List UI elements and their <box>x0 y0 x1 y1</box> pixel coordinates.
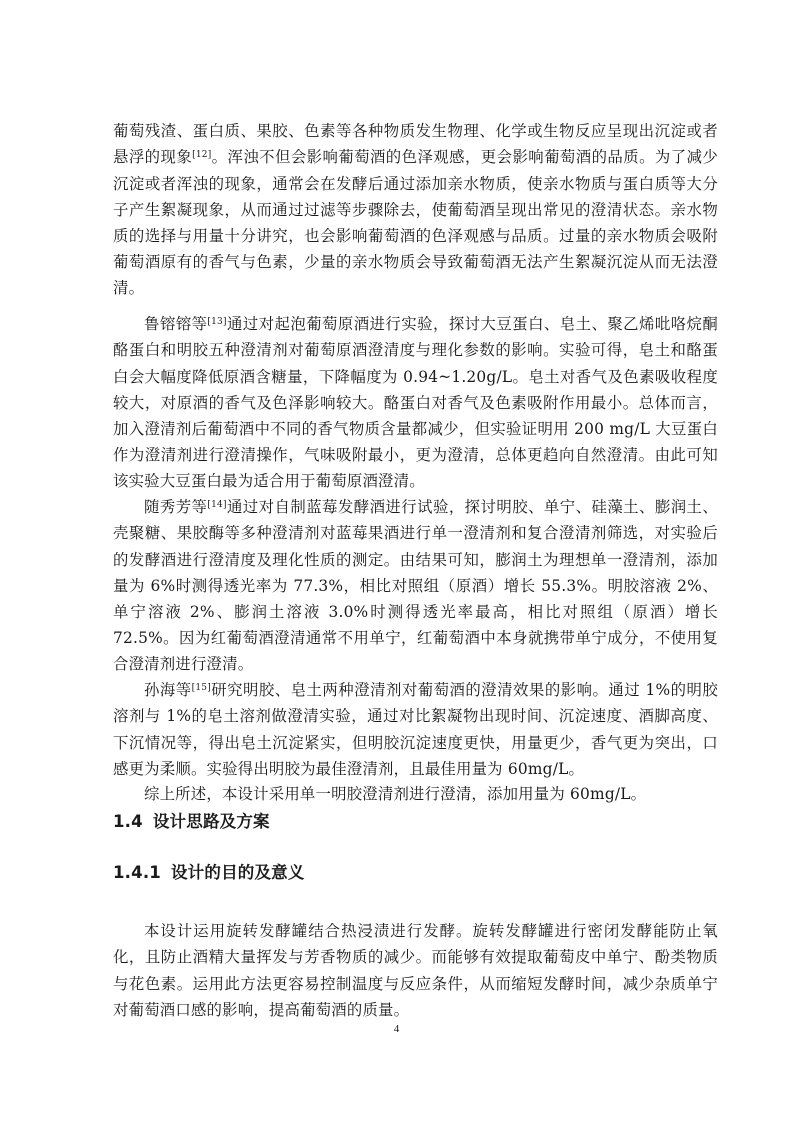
section-heading-1-4-1 <box>113 859 305 883</box>
paragraph-text: 。浑浊不但会影响葡萄酒的色泽观感，更会影响葡萄酒的品质。为了减少沉淀或者浑浊的现象，通常会在发酵后通过添加亲水物质，使亲水物质与蛋白质等大分子产生絮凝现象，从而通过过滤等步骤除去，使葡萄酒呈现出常见的澄清状态。亲水物质的选择与用量十分讲究，也会影响葡萄酒的色泽观感与品质。过量的亲水物质会吸附葡萄酒原有的香气与色素，少量的亲水物质会导致葡萄酒无法产生絮凝沉淀从而无法澄清。 <box>113 148 718 297</box>
section-title: 设计的目的及意义 <box>170 863 305 882</box>
section-title: 设计思路及方案 <box>152 812 270 831</box>
paragraph-design-purpose <box>113 918 718 1022</box>
paragraph-text: 研究明胶、皂土两种澄清剂对葡萄酒的澄清效果的影响。通过 1%的明胶溶剂与 1%的皂土溶剂做澄清实验，通过对比絮凝物出现时间、沉淀速度、酒脚高度、下沉情况等，得出皂土沉淀紧实，但明胶沉淀速度更快，用量更少，香气更为突出，口感更为柔顺。实验得出明胶为最佳澄清剂，且最佳用量为 60mg/L。 <box>113 681 718 778</box>
author-name: 随秀芳等 <box>144 498 208 517</box>
paragraph-sun-hai <box>113 677 718 781</box>
citation-13[interactable]: [13] <box>207 317 227 328</box>
paragraph-wine-turbidity <box>113 118 718 301</box>
paragraph-text: 通过对起泡葡萄原酒进行实验，探讨大豆蛋白、皂土、聚乙烯吡咯烷酮酪蛋白和明胶五种澄清剂对葡萄原酒澄清度与理化参数的影响。实验可得，皂土和酪蛋白会大幅度降低原酒含糖量，下降幅度为 0.94~1.20g/L。皂土对香气及色素吸收程度较大，对原酒的香气及色泽影响较大。酪蛋白对香气及色素吸附作用最小。总体而言，加入澄清剂后葡萄酒中不同的香气物质含量都减少，但实验证明用 200 mg/L 大豆蛋白作为澄清剂进行澄清操作，气味吸附最小，更为澄清，总体更趋向自然澄清。由此可知该实验大豆蛋白最为适合用于葡萄原酒澄清。 <box>113 315 718 490</box>
section-number: 1.4.1 <box>113 863 161 882</box>
section-number: 1.4 <box>113 812 143 831</box>
paragraph-lu-rongrong <box>113 311 718 494</box>
citation-14[interactable]: [14] <box>207 500 227 511</box>
paragraph-text: 本设计运用旋转发酵罐结合热浸渍进行发酵。旋转发酵罐进行密闭发酵能防止氧化，且防止酒精大量挥发与芳香物质的减少。而能够有效提取葡萄皮中单宁、酚类物质与花色素。运用此方法更容易控制温度与反应条件，从而缩短发酵时间，减少杂质单宁对葡萄酒口感的影响，提高葡萄酒的质量。 <box>113 922 718 1019</box>
citation-15[interactable]: [15] <box>191 683 211 694</box>
paragraph-text: 综上所述，本设计采用单一明胶澄清剂进行澄清，添加用量为 60mg/L。 <box>144 785 647 804</box>
page-number: 4 <box>393 1023 400 1035</box>
paragraph-text: 通过对自制蓝莓发酵酒进行试验，探讨明胶、单宁、硅藻土、膨润土、壳聚糖、果胶酶等多种澄清剂对蓝莓果酒进行单一澄清剂和复合澄清剂筛选，对实验后的发酵酒进行澄清度及理化性质的测定。由结果可知，膨润土为理想单一澄清剂，添加量为 6%时测得透光率为 77.3%，相比对照组（原酒）增长 55.3%。明胶溶液 2%、单宁溶液 2%、膨润土溶液 3.0%时测得透光率最高，相比对照组（原酒）增长 72.5%。因为红葡萄酒澄清通常不用单宁，红葡萄酒中本身就携带单宁成分，不使用复合澄清剂进行澄清。 <box>113 498 718 673</box>
section-heading-1-4 <box>113 808 270 832</box>
author-name: 鲁镕镕等 <box>144 315 208 334</box>
paragraph-sui-xiufang <box>113 494 718 677</box>
citation-12[interactable]: [12] <box>192 150 212 161</box>
paragraph-text: 葡萄残渣、蛋白质、果胶、色素等各种物质发生物理、化学或生物反应呈现出沉淀或者悬浮的现象 <box>113 122 718 167</box>
paragraph-conclusion <box>113 781 718 807</box>
author-name: 孙海等 <box>144 681 192 700</box>
